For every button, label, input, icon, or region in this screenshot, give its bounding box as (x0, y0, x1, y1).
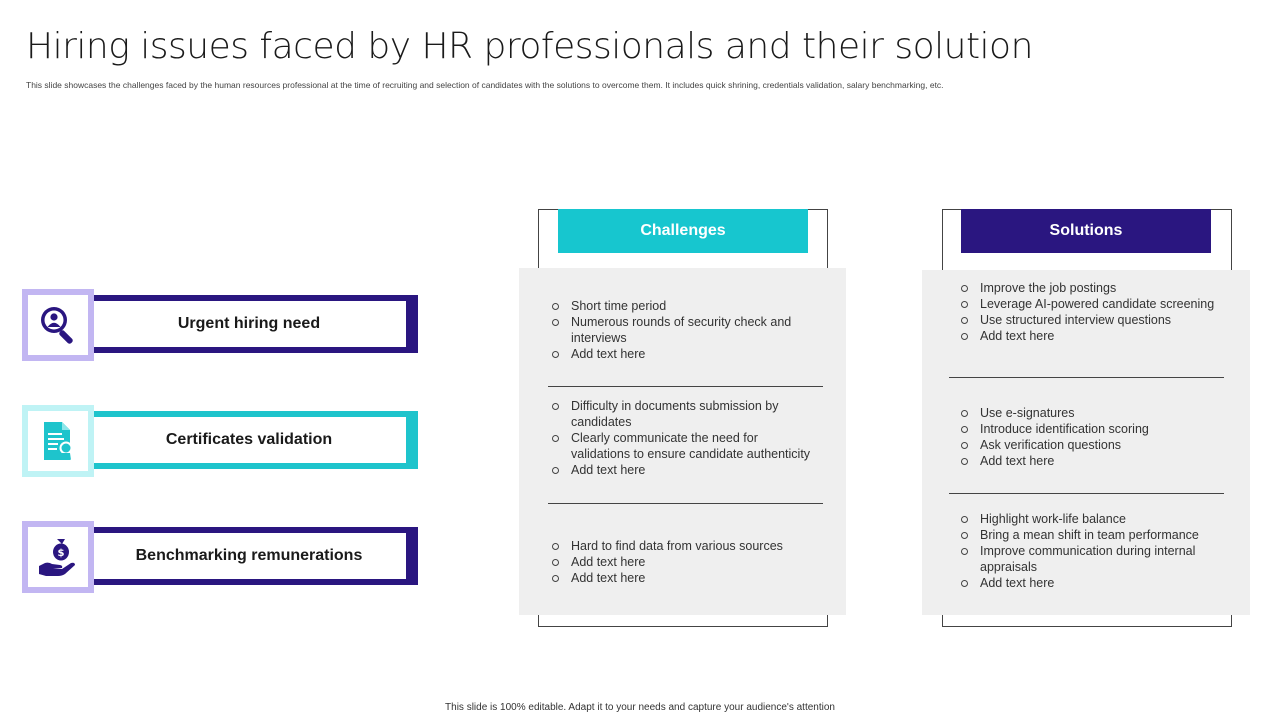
svg-text:$: $ (57, 548, 65, 559)
issue-icon-frame (22, 405, 94, 477)
issue-bar (92, 527, 418, 585)
challenge-group-2 (549, 398, 814, 478)
list-item: Bring a mean shift in team performance (958, 527, 1216, 543)
list-item: Add text here (549, 570, 814, 586)
list-item: Add text here (958, 575, 1216, 591)
issue-benchmarking (22, 521, 418, 593)
list-item: Short time period (549, 298, 814, 314)
solutions-header: Solutions (961, 209, 1211, 253)
list-item: Clearly communicate the need for validations to ensure candidate authenticity (549, 430, 814, 462)
issue-label: Benchmarking remunerations (92, 533, 406, 579)
certificate-document-icon (36, 419, 80, 463)
issue-icon-frame (22, 521, 94, 593)
list-item: Use e-signatures (958, 405, 1216, 421)
list-item: Add text here (958, 328, 1216, 344)
list-item: Add text here (958, 453, 1216, 469)
list-item: Add text here (549, 346, 814, 362)
challenges-header: Challenges (558, 209, 808, 253)
issue-label: Certificates validation (92, 417, 406, 463)
page-subtitle: This slide showcases the challenges faced by the human resources professional at the time of recruiting and selection of candidates with the solutions to overcome them. It includes quick shrining, credentials validation, salary benchmarking, etc. (26, 80, 944, 90)
issue-certificates (22, 405, 418, 477)
list-item: Improve the job postings (958, 280, 1216, 296)
challenge-group-1 (549, 298, 814, 362)
money-bag-hand-icon (36, 535, 80, 579)
page-title: Hiring issues faced by HR professionals and their solution (26, 26, 1033, 67)
solution-group-2 (958, 405, 1216, 469)
issue-bar (92, 295, 418, 353)
issue-icon-frame (22, 289, 94, 361)
divider (548, 386, 823, 387)
solution-group-3 (958, 511, 1216, 591)
list-item: Highlight work-life balance (958, 511, 1216, 527)
list-item: Improve communication during internal appraisals (958, 543, 1216, 575)
issue-bar (92, 411, 418, 469)
list-item: Difficulty in documents submission by candidates (549, 398, 814, 430)
footer-note: This slide is 100% editable. Adapt it to your needs and capture your audience's attention (445, 702, 835, 713)
list-item: Ask verification questions (958, 437, 1216, 453)
list-item: Use structured interview questions (958, 312, 1216, 328)
solution-group-1 (958, 280, 1216, 344)
issue-label: Urgent hiring need (92, 301, 406, 347)
list-item: Hard to find data from various sources (549, 538, 814, 554)
list-item: Leverage AI-powered candidate screening (958, 296, 1216, 312)
issue-urgent-hiring (22, 289, 418, 361)
list-item: Add text here (549, 554, 814, 570)
list-item: Add text here (549, 462, 814, 478)
divider (949, 377, 1224, 378)
magnifier-person-icon (36, 303, 80, 347)
list-item: Numerous rounds of security check and interviews (549, 314, 814, 346)
challenge-group-3 (549, 538, 814, 586)
divider (949, 493, 1224, 494)
divider (548, 503, 823, 504)
list-item: Introduce identification scoring (958, 421, 1216, 437)
